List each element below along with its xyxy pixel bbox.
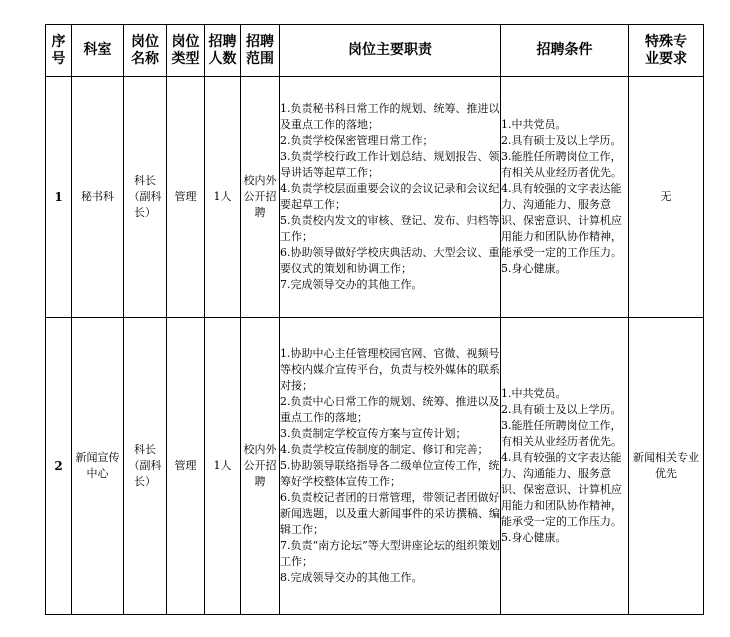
header-scope: 招聘 范围 [241,25,280,77]
duty-item: 3.负责学校行政工作计划总结、规划报告、领导讲话等起草工作； [280,150,500,179]
row-seq: 1 [46,77,72,318]
duty-item: 1.协助中心主任管理校园官网、官微、视频号等校内媒介宣传平台，负责与校外媒体的联系对接； [280,347,500,392]
header-row [46,25,704,77]
row-scope: 校内外公开招聘 [241,77,280,318]
header-dept: 科室 [72,25,124,77]
requirement-item: 2.具有硕士及以上学历。 [501,403,622,416]
row-seq: 2 [46,318,72,615]
duty-item: 6.负责校记者团的日常管理，带领记者团做好新闻选题，以及重大新闻事件的采访撰稿、编辑工作； [280,491,500,536]
duty-item: 3.负责制定学校宣传方案与宣传计划； [280,427,467,440]
header-special: 特殊专 业要求 [629,25,704,77]
recruitment-table [45,24,704,615]
requirement-item: 4.具有较强的文字表达能力、沟通能力、服务意识、保密意识、计算机应用能力和团队协作精神，能承受一定的工作压力。 [501,182,622,259]
row-post-name: 科长（副科长） [124,318,167,615]
table-row [46,77,704,318]
row-requirements [501,318,629,615]
row-duties [280,77,501,318]
requirement-item: 3.能胜任所聘岗位工作，有相关从业经历者优先。 [501,150,622,179]
row-count: 1人 [205,318,241,615]
header-count: 招聘 人数 [205,25,241,77]
duty-item: 7.负责“南方论坛”等大型讲座论坛的组织策划工作； [280,539,500,568]
requirement-item: 1.中共党员。 [501,387,567,400]
duty-item: 4.负责学校宣传制度的制定、修订和完善； [280,443,489,456]
row-post-type: 管理 [167,77,205,318]
requirement-item: 4.具有较强的文字表达能力、沟通能力、服务意识、保密意识、计算机应用能力和团队协作精神，能承受一定的工作压力。 [501,451,622,528]
row-post-type: 管理 [167,318,205,615]
header-duties: 岗位主要职责 [280,25,501,77]
header-seq: 序 号 [46,25,72,77]
duty-item: 8.完成领导交办的其他工作。 [280,571,423,584]
header-post-name: 岗位 名称 [124,25,167,77]
duty-item: 4.负责学校层面重要会议的会议记录和会议纪要起草工作； [280,182,500,211]
row-dept: 新闻宣传中心 [72,318,124,615]
duty-item: 1.负责秘书科日常工作的规划、统筹、推进以及重点工作的落地； [280,102,500,131]
row-duties [280,318,501,615]
row-special: 新闻相关专业优先 [629,318,704,615]
duty-item: 6.协助领导做好学校庆典活动、大型会议、重要仪式的策划和协调工作； [280,246,500,275]
header-requirements: 招聘条件 [501,25,629,77]
row-post-name: 科长（副科长） [124,77,167,318]
duty-item: 2.负责中心日常工作的规划、统筹、推进以及重点工作的落地； [280,395,500,424]
requirement-item: 2.具有硕士及以上学历。 [501,134,622,147]
requirement-item: 1.中共党员。 [501,118,567,131]
duty-item: 7.完成领导交办的其他工作。 [280,278,423,291]
duty-item: 5.协助领导联络指导各二级单位宣传工作，统筹好学校整体宣传工作； [280,459,500,488]
row-requirements [501,77,629,318]
table-row [46,318,704,615]
duty-item: 2.负责学校保密管理日常工作； [280,134,434,147]
requirement-item: 5.身心健康。 [501,262,567,275]
requirement-item: 5.身心健康。 [501,531,567,544]
requirement-item: 3.能胜任所聘岗位工作，有相关从业经历者优先。 [501,419,622,448]
row-special: 无 [629,77,704,318]
row-dept: 秘书科 [72,77,124,318]
row-scope: 校内外公开招聘 [241,318,280,615]
header-post-type: 岗位 类型 [167,25,205,77]
duty-item: 5.负责校内发文的审核、登记、发布、归档等工作； [280,214,500,243]
row-count: 1人 [205,77,241,318]
